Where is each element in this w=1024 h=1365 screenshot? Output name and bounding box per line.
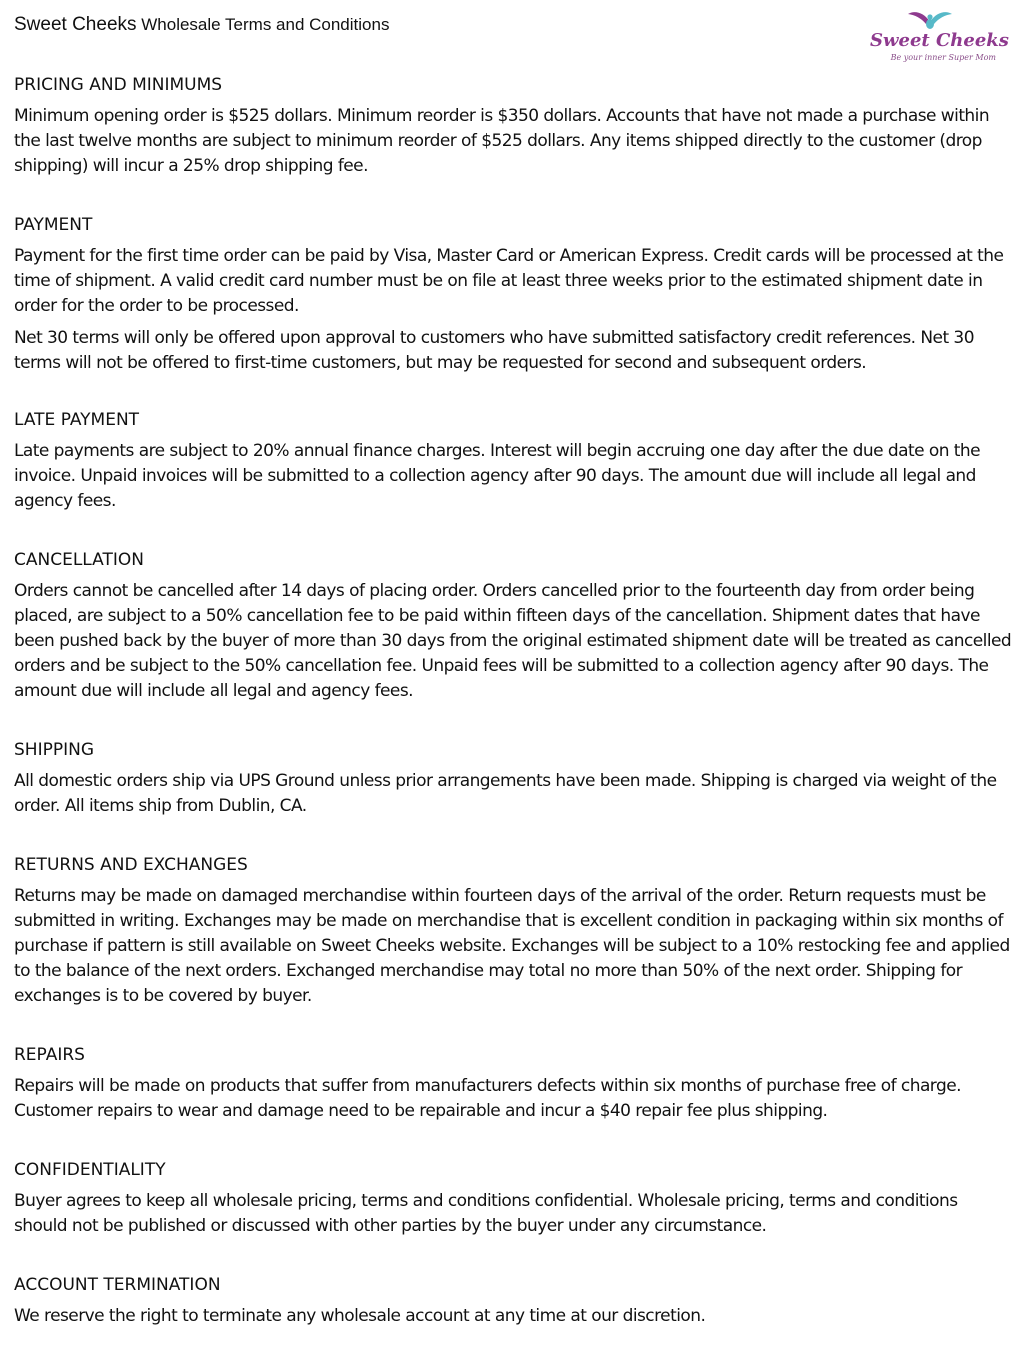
section-heading: PRICING AND MINIMUMS <box>14 75 223 95</box>
section-payment <box>14 214 1014 376</box>
section-paragraph: Net 30 terms will only be offered upon approval to customers who have submitted satisfactory credit references. Net 30 terms will not be offered to first-time customers, but may be requested for second and subsequent orders. <box>14 328 974 373</box>
section-heading: REPAIRS <box>14 1045 85 1065</box>
section-confidentiality <box>14 1159 1014 1239</box>
section-paragraph: Returns may be made on damaged merchandise within fourteen days of the arrival of the order. Return requests must be submitted in writing. Exchanges may be made on merchandise that is excellent condition in packaging within six months of purchase if pattern is still available on Sweet Cheeks website. Exchanges will be subject to a 10% restocking fee and applied to the balance of the next orders. Exchanged merchandise may total no more than 50% of the next order. Shipping for exchanges is to be covered by buyer. <box>14 886 1010 1006</box>
section-paragraph: Orders cannot be cancelled after 14 days of placing order. Orders cancelled prior to the fourteenth day from order being placed, are subject to a 50% cancellation fee to be paid within fifteen days of the cancellation. Shipment dates that have been pushed back by the buyer of more than 30 days from the original estimated shipment date will be treated as cancelled orders and be subject to the 50% cancellation fee. Unpaid fees will be submitted to a collection agency after 90 days. The amount due will include all legal and agency fees. <box>14 581 1012 701</box>
section-paragraph: Buyer agrees to keep all wholesale pricing, terms and conditions confidential. Wholesale pricing, terms and conditions should not be published or discussed with other parties by the buyer under any circumstance. <box>14 1191 958 1236</box>
section-paragraph: All domestic orders ship via UPS Ground unless prior arrangements have been made. Shipping is charged via weight of the order. All items ship from Dublin, CA. <box>14 771 997 816</box>
section-heading: ACCOUNT TERMINATION <box>14 1275 221 1295</box>
section-heading: CANCELLATION <box>14 550 144 570</box>
document-title-text: Wholesale Terms and Conditions <box>141 15 390 34</box>
section-heading: CONFIDENTIALITY <box>14 1160 166 1180</box>
bird-wings-icon <box>906 8 954 32</box>
document-title <box>14 14 389 36</box>
section-late-payment <box>14 409 1014 514</box>
section-shipping <box>14 739 1014 819</box>
section-heading: SHIPPING <box>14 740 94 760</box>
section-paragraph: We reserve the right to terminate any wholesale account at any time at our discretion. <box>14 1306 706 1326</box>
section-repairs <box>14 1044 1014 1124</box>
section-heading: LATE PAYMENT <box>14 410 140 430</box>
section-paragraph: Repairs will be made on products that suffer from manufacturers defects within six months of purchase free of charge. Customer repairs to wear and damage need to be repairable and incur a $40 repair fee plus shipping. <box>14 1076 961 1121</box>
section-heading: PAYMENT <box>14 215 93 235</box>
section-paragraph: Late payments are subject to 20% annual finance charges. Interest will begin accruing one day after the due date on the invoice. Unpaid invoices will be submitted to a collection agency after 90 days. The amount due will include all legal and agency fees. <box>14 441 981 511</box>
section-cancellation <box>14 549 1014 704</box>
document-title-brand: Sweet Cheeks <box>14 14 137 35</box>
section-pricing-and-minimums <box>14 74 1014 179</box>
section-account-termination <box>14 1274 1014 1329</box>
section-paragraph: Minimum opening order is $525 dollars. Minimum reorder is $350 dollars. Accounts that have not made a purchase within the last twelve months are subject to minimum reorder of $525 dollars. Any items shipped directly to the customer (drop shipping) will incur a 25% drop shipping fee. <box>14 106 990 176</box>
logo-tagline: Be your inner Super Mom <box>890 53 996 62</box>
section-heading: RETURNS AND EXCHANGES <box>14 855 248 875</box>
logo-wordmark: Sweet Cheeks <box>870 30 1009 51</box>
company-logo <box>866 8 1009 68</box>
section-paragraph: Payment for the first time order can be paid by Visa, Master Card or American Express. Credit cards will be processed at the time of shipment. A valid credit card number must be on file at least three weeks prior to the estimated shipment date in order for the order to be processed. <box>14 246 1004 316</box>
section-returns-and-exchanges <box>14 854 1014 1009</box>
